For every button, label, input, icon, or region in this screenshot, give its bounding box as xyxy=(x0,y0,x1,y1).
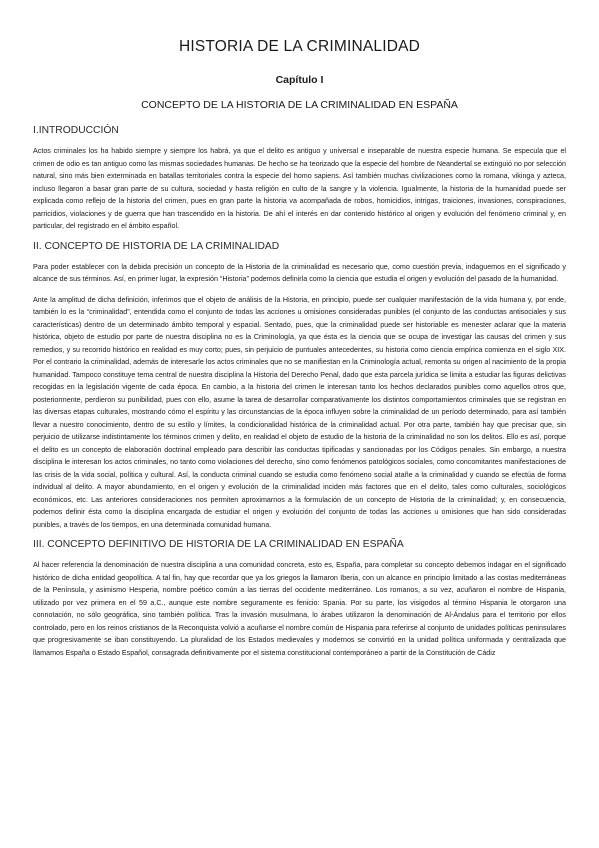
section-introduccion xyxy=(33,125,566,233)
section-concepto-definitivo xyxy=(33,539,566,659)
chapter-label: Capítulo I xyxy=(275,74,324,86)
paragraph: Para poder establecer con la debida precisión un concepto de la Historia de la criminalidad es necesario que, como cuestión previa, indaguemos en el significado y alcance de sus términos. Así, en primer lugar, la expresión “Historia” podemos definirla como la ciencia que estudia el origen y evolución del pasado de la humanidad. xyxy=(33,262,566,283)
section-heading: I.INTRODUCCIÓN xyxy=(33,125,119,136)
chapter-title: CONCEPTO DE LA HISTORIA DE LA CRIMINALIDAD EN ESPAÑA xyxy=(141,99,458,111)
paragraph: Actos criminales los ha habido siempre y siempre los habrá, ya que el delito es antiguo y universal e inseparable de nuestra especie humana. Se especula que el crimen de odio es tan antiguo como las mismas sociedades humanas. De hecho se ha teorizado que la especie del hombre de Neandertal se extinguió no por selección natural, sino más bien exterminada en batallas territoriales contra la especie del homo sapiens. Así también muchas civilizaciones como la romana, vikinga y azteca, incluso llegaron a basar gran parte de su cultura, sociedad y hasta religión en culto de la sangre y la violencia. Igualmente, la historia de la humanidad puede ser explicada como reflejo de la historia del crimen, pues en gran parte la historia va acompañada de robos, homicidios, intrigas, traiciones, invasiones, conspiraciones, parricidios, violaciones y de guerra que han trascendido en la historia. De ahí el interés en dar contenido histórico al origen y evolución del fenómeno criminal y, en particular, del registrado en el ámbito español. xyxy=(33,147,566,230)
paragraph: Al hacer referencia la denominación de nuestra disciplina a una comunidad concreta, esto es, España, para completar su concepto debemos indagar en el significado histórico de dicha entidad geopolítica. A tal fin, hay que recordar que ya los griegos la llamaron Iberia, con un alcance en principio limitado a las costas mediterráneas de la Península, y asimismo Hesperia, nombre poético común a las tierras del occidente mediterráneo. Los romanos, a su vez, acuñaron el nombre de Hispania, utilizado por vez primera en el 59 a.C., aunque este nombre seguramente es fenicio: Spania. Por su parte, los visigodos al término Hispania le otorgaron una connotación, no sólo geográfica, sino también política. Tras la invasión musulmana, lo árabes utilizaron la denominación de Al-Ándalus para el territorio por ellos controlado, pero en los reinos cristianos de la Reconquista volvió a acuñarse el nombre común de Hispania para referirse al conjunto de unidades políticas peninsulares que progresivamente se iban constituyendo. La pluralidad de los Estados medievales y modernos se convirtió en la unidad política uniformada y centralizada que llamamos España o Estado Español, consagrada definitivamente por el sistema constitucional contemporáneo a partir de la Constitución de Cádiz xyxy=(33,561,566,657)
paragraph: Ante la amplitud de dicha definición, inferimos que el objeto de análisis de la Historia, en principio, puede ser cualquier manifestación de la vida humana y, por ende, también lo es la “criminalidad”, entendida como el conjunto de todas las acciones u omisiones consideradas punibles (el conjunto de las conductas antisociales y sus características) dentro de un determinado ámbito temporal y espacial. Sentado, pues, que la criminalidad puede ser historiable es menester aclarar que la materia histórica, objeto de estudio por parte de nuestra disciplina no es la Criminología, ya que ésta es la ciencia que se ocupa de investigar las causas del crimen y sus remedios, y su recorrido histórico en realidad es muy corto; pues, sin perjuicio de puntuales antecedentes, su historia como ciencia empírica comienza en el siglo XIX. Por el contrario la criminalidad, además de interesarle los actos criminales que no se manifiestan en la Criminología actual, remonta su origen al nacimiento de la propia humanidad. Tampoco constituye tema central de nuestra disciplina la Historia del Derecho Penal, dado que esta parcela jurídica se limita a estudiar las figuras delictivas recogidas en la legislación vigente de cada época. En cambio, a la historia del crimen le interesan tanto los hechos declarados punibles como aquellos otros que, posteriormente, perdieron su punibilidad, pues con ello, asume la tarea de desarrollar comparativamente los distintos comportamientos criminales que se registran en las diversas etapas culturales, mostrando cómo el espíritu y las circunstancias de la época influyen sobre la criminalidad de un período determinado, para así también llevar a nuestro conocimiento, dentro de su estilo y límites, la condicionalidad histórica de la criminalidad actual. Por otra parte, también hay que precisar que, sin perjuicio de utilizarse indistintamente los términos crimen y delito, en realidad el objeto de estudio de la historia de la criminalidad no son los delitos. Ello es así, porque el delito es un concepto de elaboración doctrinal empleado para describir las conductas tipificadas y sancionadas por los Códigos penales. Sin embargo, a nuestra disciplina le interesan los actos criminales, no tanto como violaciones del derecho, sino como fenómenos patológicos sociales, como concomitantes manifestaciones de las crisis de la vida social, política y cultural. Así, la conducta criminal cuando se estudia como fenómeno social atañe a la criminalidad y cuando se efectúa de forma individual al delito. A mayor abundamiento, en el origen y evolución de la criminalidad inciden más factores que en el delito, tales como culturales, sociológicos económicos, etc. Las anteriores consideraciones nos permiten aproximarnos a la formulación de un concepto de Historia de la criminalidad; y, en consecuencia, podemos definir ésta como la disciplina encargada de estudiar el origen y evolución del conjunto de todas las acciones u omisiones que han sido consideradas punibles, a través de los tiempos, en una determinada comunidad humana. xyxy=(33,295,566,529)
section-heading: III. CONCEPTO DEFINITIVO DE HISTORIA DE LA CRIMINALIDAD EN ESPAÑA xyxy=(33,539,404,550)
section-concepto xyxy=(33,241,566,532)
section-heading: II. CONCEPTO DE HISTORIA DE LA CRIMINALIDAD xyxy=(33,240,280,252)
document-title: HISTORIA DE LA CRIMINALIDAD xyxy=(178,38,421,55)
